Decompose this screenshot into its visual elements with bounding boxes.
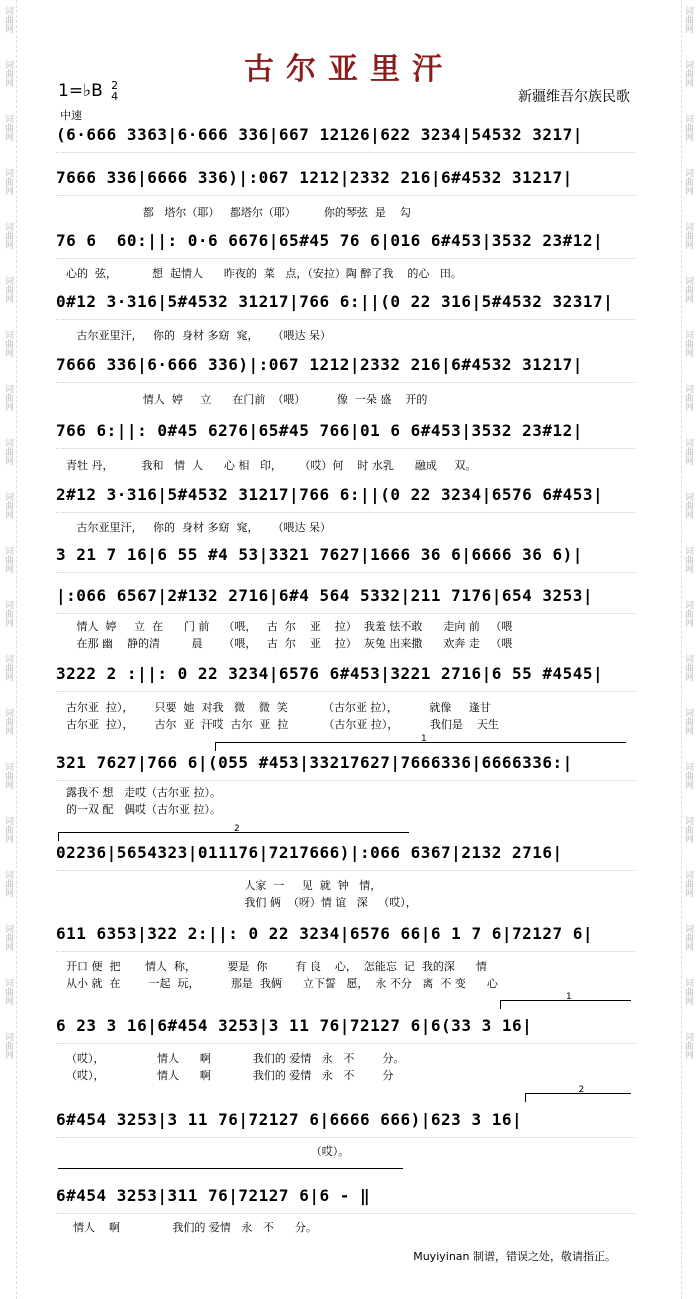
watermark-text: 词曲网: [3, 816, 13, 843]
watermark-text: 词曲网: [683, 438, 693, 465]
lyric-line: 情人 啊 我们的 爱情 永 不 分。: [66, 1221, 317, 1234]
watermark-text: 词曲网: [683, 60, 693, 87]
lyric-line: 露我不 想 走哎（古尔亚 拉）。: [66, 786, 221, 799]
watermark-text: 词曲网: [683, 762, 693, 789]
watermark-text: 词曲网: [3, 546, 13, 573]
lyric-line: 人家 一 见 就 钟 情，: [66, 879, 382, 892]
volta-number: 1: [566, 992, 572, 1002]
notation-row: |:066 6567|2#132 2716|6#4 564 5332|211 7176|654 3253|: [56, 586, 636, 610]
watermark-text: 词曲网: [3, 168, 13, 195]
lyric-line: 都 塔尔（耶） 都塔尔（耶） 你的琴弦 是 勾: [66, 206, 411, 219]
notation-row: (6·666 3363|6·666 336|667 12126|622 3234|54532 3217|: [56, 125, 636, 149]
time-sig-bottom: 4: [111, 90, 119, 103]
notation-row: 2#12 3·316|5#4532 31217|766 6:||(0 22 3234|6576 6#453|: [56, 485, 636, 509]
lyric-line: （哎）， 情人 啊 我们的 爱情 永 不 分。: [66, 1052, 405, 1065]
watermark-text: 词曲网: [683, 330, 693, 357]
watermark-text: 词曲网: [683, 168, 693, 195]
lyric-line: 古尔亚里汗， 你的 身材 多窈 窕， （喂达 呆）: [66, 521, 331, 534]
lyric-line: （哎）， 情人 啊 我们的 爱情 永 不 分: [66, 1069, 394, 1082]
watermark-text: 词曲网: [683, 114, 693, 141]
lyric-line: 情人 婷 立 在 门 前 （喂， 古 尔 亚 拉） 我羞 怯不敢 走向 前 （喂: [66, 620, 513, 633]
watermark-text: 词曲网: [3, 762, 13, 789]
notation-row: 6 23 3 16|6#454 3253|3 11 76|72127 6|6(33 3 16|: [56, 1016, 636, 1040]
watermark-text: 词曲网: [683, 654, 693, 681]
watermark-text: 词曲网: [683, 924, 693, 951]
lyric-line: 在那 幽 静的清 晨 （喂， 古 尔 亚 拉） 灰兔 出来撒 欢奔 走 （喂: [66, 637, 513, 650]
watermark-text: 词曲网: [683, 222, 693, 249]
time-sig-top: 2: [111, 79, 119, 92]
notation-row: 321 7627|766 6|(055 #453|33217627|7666336|6666336:|: [56, 753, 636, 777]
key-label: 1=♭B: [58, 81, 103, 101]
watermark-text: 词曲网: [3, 924, 13, 951]
watermark-text: 词曲网: [3, 654, 13, 681]
watermark-text: 词曲网: [683, 546, 693, 573]
lyric-line: 开口 便 把 情人 称， 要是 你 有 良 心， 怎能忘 记 我的深 情: [66, 960, 487, 973]
notation-row: 766 6:||: 0#45 6276|65#45 766|01 6 6#453|3532 23#12|: [56, 421, 636, 445]
lyric-line: 古尔亚 拉）， 只要 她 对我 微 微 笑 （古尔亚 拉）， 就像 逢甘: [66, 701, 491, 714]
notation-row: 7666 336|6666 336)|:067 1212|2332 216|6#4532 31217|: [56, 168, 636, 192]
watermark-text: 词曲网: [3, 60, 13, 87]
watermark-text: 词曲网: [3, 114, 13, 141]
watermark-text: 词曲网: [3, 330, 13, 357]
watermark-text: 词曲网: [3, 978, 13, 1005]
notation-row: 611 6353|322 2:||: 0 22 3234|6576 66|6 1 7 6|72127 6|: [56, 924, 636, 948]
watermark-text: 词曲网: [3, 276, 13, 303]
watermark-text: 词曲网: [683, 708, 693, 735]
watermark-text: 词曲网: [683, 384, 693, 411]
footer-note: Muyiyinan 制谱，错误之处，敬请指正。: [413, 1250, 616, 1263]
lyric-line: 古尔亚 拉）， 古尔 亚 汗哎 古尔 亚 拉 （古尔亚 拉）， 我们是 天生: [66, 718, 499, 731]
watermark-text: 词曲网: [3, 492, 13, 519]
watermark-text: 词曲网: [3, 1032, 13, 1059]
lyric-line: 情人 婷 立 在门前 （喂） 像 一朵 盛 开的: [66, 393, 428, 406]
notation-row: 02236|5654323|011176|7217666)|:066 6367|2132 2716|: [56, 843, 636, 867]
notation-row: 0#12 3·316|5#4532 31217|766 6:||(0 22 316|5#4532 32317|: [56, 292, 636, 316]
watermark-text: 词曲网: [683, 1032, 693, 1059]
time-signature: [111, 80, 118, 102]
lyric-line: 青牡 丹， 我和 情 人 心 相 印， （哎）何 时 水乳 融成 双。: [66, 459, 477, 472]
notation-row: 3 21 7 16|6 55 #4 53|3321 7627|1666 36 6|6666 36 6)|: [56, 545, 636, 569]
watermark-text: 词曲网: [683, 6, 693, 33]
lyric-line: 心的 弦， 想 起情人 昨夜的 菜 点，（安拉）陶 醉了我 的心 田。: [66, 267, 462, 280]
volta-bracket: [525, 1085, 631, 1102]
volta-number: 2: [234, 824, 240, 834]
volta-bracket: [58, 824, 409, 841]
watermark-text: 词曲网: [3, 438, 13, 465]
key-signature: [58, 80, 118, 102]
notation-row: 3222 2 :||: 0 22 3234|6576 6#453|3221 2716|6 55 #4545|: [56, 664, 636, 688]
watermark-text: 词曲网: [3, 384, 13, 411]
lyric-line: 从小 就 在 一起 玩， 那是 我俩 立下誓 愿， 永 不分 离 不 变 心: [66, 977, 498, 990]
notation-row: 76 6 60:||: 0·6 6676|65#45 76 6|016 6#453|3532 23#12|: [56, 231, 636, 255]
lyric-line: 的一双 配 偶哎（古尔亚 拉）。: [66, 803, 221, 816]
lyric-line: 我们 俩 （呀）情 谊 深 （哎），: [66, 896, 417, 909]
volta-number: 2: [578, 1085, 585, 1095]
volta-number: 1: [421, 734, 427, 744]
volta-bracket-continuation: [58, 1168, 403, 1177]
watermark-text: 词曲网: [3, 708, 13, 735]
watermark-text: 词曲网: [683, 600, 693, 627]
watermark-text: 词曲网: [683, 492, 693, 519]
notation-row: 7666 336|6·666 336)|:067 1212|2332 216|6#4532 31217|: [56, 355, 636, 379]
notation-row: 6#454 3253|3 11 76|72127 6|6666 666)|623 3 16|: [56, 1110, 636, 1134]
watermark-text: 词曲网: [3, 6, 13, 33]
volta-bracket: [215, 734, 626, 751]
watermark-text: 词曲网: [683, 816, 693, 843]
watermark-text: 词曲网: [683, 870, 693, 897]
tempo-marking: 中速: [60, 109, 82, 122]
watermark-text: 词曲网: [3, 870, 13, 897]
song-title: 古尔亚里汗: [244, 52, 454, 87]
right-watermark-column: [681, 0, 696, 1299]
watermark-text: 词曲网: [3, 222, 13, 249]
watermark-text: 词曲网: [3, 600, 13, 627]
watermark-text: 词曲网: [683, 276, 693, 303]
watermark-text: 词曲网: [683, 978, 693, 1005]
notation-row: 6#454 3253|311 76|72127 6|6 - ‖: [56, 1186, 636, 1210]
lyric-line: （哎）。: [66, 1145, 350, 1158]
volta-bracket: [500, 992, 631, 1009]
left-watermark-column: [2, 0, 17, 1299]
lyric-line: 古尔亚里汗， 你的 身材 多窈 窕， （喂达 呆）: [66, 329, 331, 342]
song-source: 新疆维吾尔族民歌: [518, 89, 630, 105]
